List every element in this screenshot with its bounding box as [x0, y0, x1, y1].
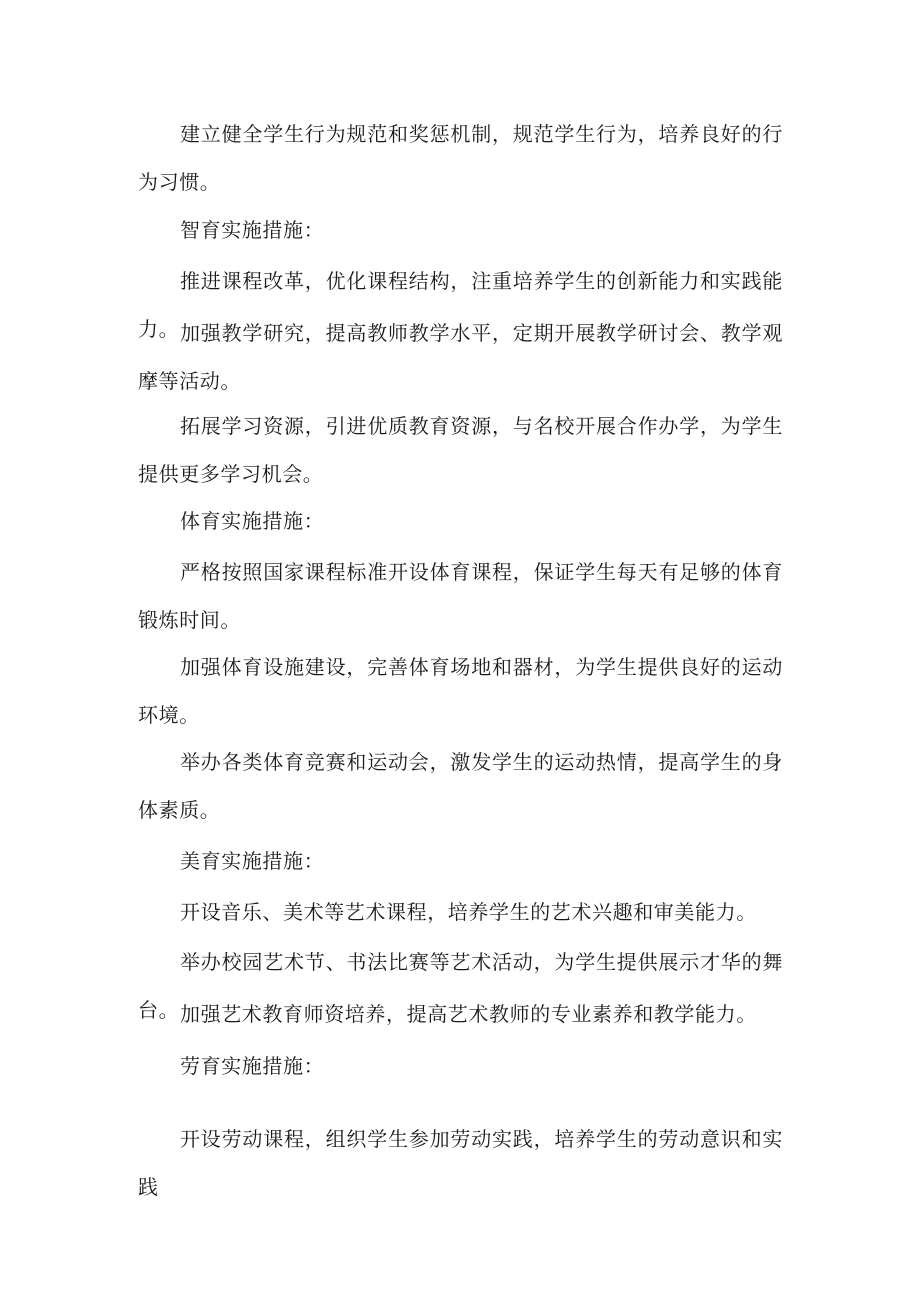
paragraph-labor-curriculum: 开设劳动课程，组织学生参加劳动实践，培养学生的劳动意识和实践 — [138, 1127, 783, 1199]
heading-intellectual-measures: 智育实施措施： — [180, 218, 325, 242]
paragraph-sports-competitions: 举办各类体育竞赛和运动会，激发学生的运动热情，提高学生的身体素质。 — [138, 750, 783, 822]
heading-labor-measures: 劳育实施措施： — [180, 1054, 325, 1078]
paragraph-pe-curriculum: 严格按照国家课程标准开设体育课程，保证学生每天有足够的体育锻炼时间。 — [138, 560, 783, 632]
paragraph-teaching-research: 加强教学研究，提高教师教学水平，定期开展教学研讨会、教学观摩等活动。 — [138, 321, 783, 393]
paragraph-art-curriculum: 开设音乐、美术等艺术课程，培养学生的艺术兴趣和审美能力。 — [180, 900, 757, 924]
paragraph-art-teachers: 加强艺术教育师资培养，提高艺术教师的专业素养和教学能力。 — [180, 1002, 757, 1026]
heading-aesthetic-measures: 美育实施措施： — [180, 849, 325, 873]
paragraph-art-activities: 举办校园艺术节、书法比赛等艺术活动，为学生提供展示才华的舞台。 — [138, 950, 783, 1022]
paragraph-curriculum-reform: 推进课程改革，优化课程结构，注重培养学生的创新能力和实践能力。 — [138, 269, 783, 341]
paragraph-behavior-norms: 建立健全学生行为规范和奖惩机制，规范学生行为，培养良好的行为习惯。 — [138, 122, 783, 194]
paragraph-sports-facilities: 加强体育设施建设，完善体育场地和器材，为学生提供良好的运动环境。 — [138, 655, 783, 727]
heading-physical-measures: 体育实施措施： — [180, 509, 325, 533]
paragraph-learning-resources: 拓展学习资源，引进优质教育资源，与名校开展合作办学，为学生提供更多学习机会。 — [138, 414, 783, 486]
